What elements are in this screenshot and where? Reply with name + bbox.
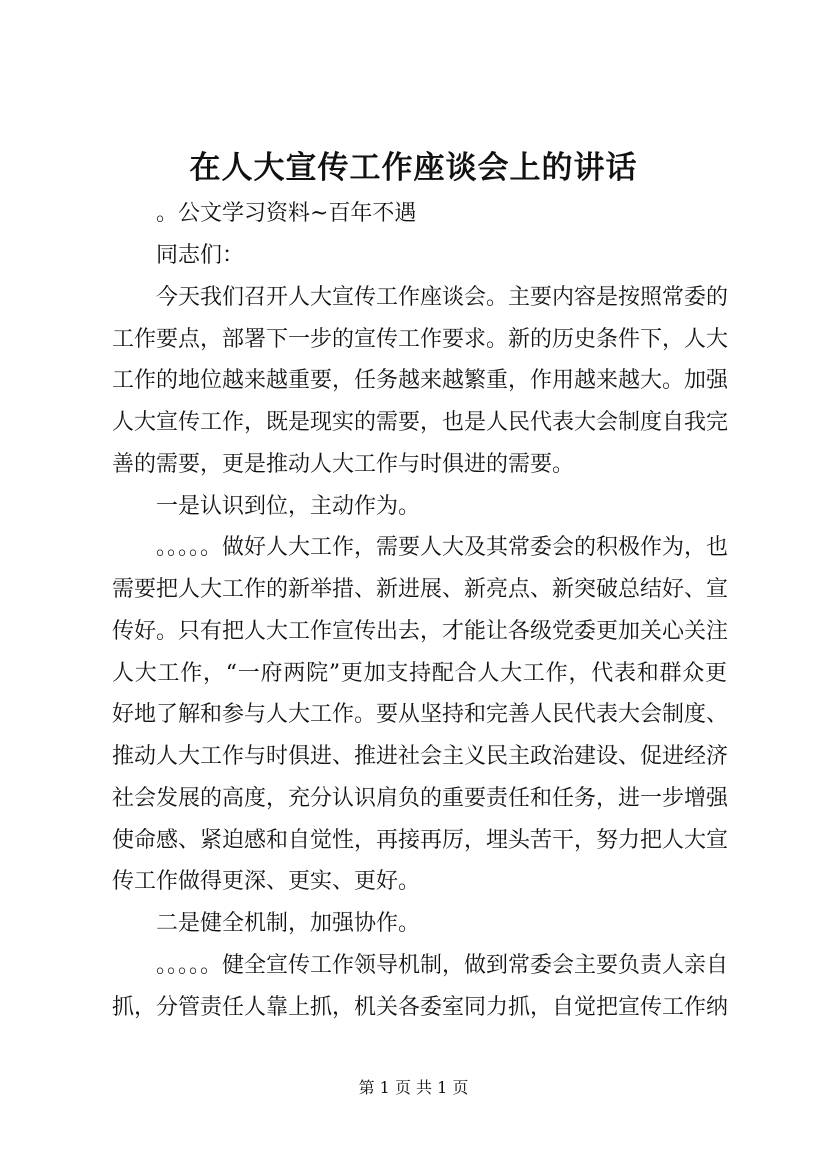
text-line: 传工作做得更深、更实、更好。 bbox=[112, 869, 421, 894]
text-line: 工作要点，部署下一步的宣传工作要求。新的历史条件下，人大 bbox=[112, 327, 729, 352]
text-line: 使命感、紧迫感和自觉性，再接再厉，埋头苦干，努力把人大宣 bbox=[112, 828, 729, 853]
text-line: 抓，分管责任人靠上抓，机关各委室同力抓，自觉把宣传工作纳 bbox=[112, 995, 729, 1020]
text-line: 善的需要，更是推动人大工作与时俱进的需要。 bbox=[112, 452, 575, 477]
page-footer: 第 1 页 共 1 页 bbox=[358, 1078, 469, 1097]
text-line: 一是认识到位，主动作为。 bbox=[156, 494, 421, 519]
text-line: 工作的地位越来越重要，任务越来越繁重，作用越来越大。加强 bbox=[112, 368, 729, 393]
text-line: 需要把人大工作的新举措、新进展、新亮点、新突破总结好、宣 bbox=[112, 577, 729, 602]
text-line: 传好。只有把人大工作宣传出去，才能让各级党委更加关心关注 bbox=[112, 619, 729, 644]
document-title: 在人大宣传工作座谈会上的讲话 bbox=[189, 150, 638, 186]
text-line: 。。。。。健全宣传工作领导机制，做到常委会主要负责人亲自 bbox=[156, 953, 729, 978]
text-line: 好地了解和参与人大工作。要从坚持和完善人民代表大会制度、 bbox=[112, 702, 729, 727]
text-line: 二是健全机制，加强协作。 bbox=[156, 911, 421, 936]
text-line: 社会发展的高度，充分认识肩负的重要责任和任务，进一步增强 bbox=[112, 786, 729, 811]
text-line: 人大宣传工作，既是现实的需要，也是人民代表大会制度自我完 bbox=[112, 410, 729, 435]
text-line: 。。。。。做好人大工作，需要人大及其常委会的积极作为，也 bbox=[156, 535, 729, 560]
text-line: 。公文学习资料~百年不遇 bbox=[156, 201, 417, 226]
text-line: 今天我们召开人大宣传工作座谈会。主要内容是按照常委的 bbox=[156, 285, 729, 310]
text-line: 同志们： bbox=[156, 243, 245, 268]
text-line: 推动人大工作与时俱进、推进社会主义民主政治建设、促进经济 bbox=[112, 744, 729, 769]
text-line: 人大工作，“一府两院”更加支持配合人大工作，代表和群众更 bbox=[112, 661, 727, 686]
